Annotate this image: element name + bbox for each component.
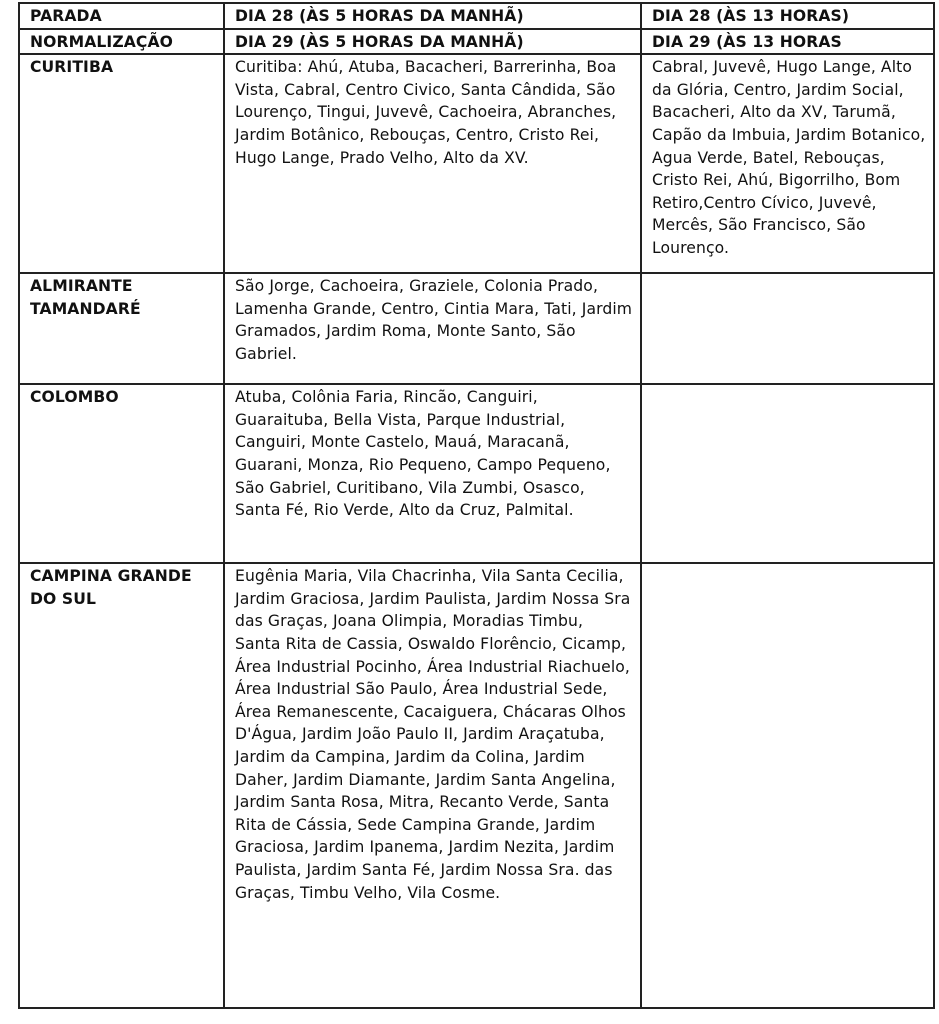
morning-neighborhoods: Eugênia Maria, Vila Chacrinha, Vila Santa Cecilia, Jardim Graciosa, Jardim Paulista, Jardim Nossa Sra das Graças, Joana Olimpia, Moradias Timbu, Santa Rita de Cassia, Oswaldo Florêncio, Cicamp, Área Industrial Pocinho, Área Industrial Riachuelo, Área Industrial São Paulo, Área Industrial Sede, Área Remanescente, Cacaiguera, Chácaras Olhos D'Água, Jardim João Paulo II, Jardim Araçatuba, Jardim da Campina, Jardim da Colina, Jardim Daher, Jardim Diamante, Jardim Santa Angelina, Jardim Santa Rosa, Mitra, Recanto Verde, Santa Rita de Cássia, Sede Campina Grande, Jardim Graciosa, Jardim Ipanema, Jardim Nezita, Jardim Paulista, Jardim Santa Fé, Jardim Nossa Sra. das Graças, Timbu Velho, Vila Cosme. bbox=[224, 563, 641, 1008]
outage-schedule-table bbox=[18, 2, 935, 1009]
city-label-text: CAMPINA GRANDE DO SUL bbox=[30, 567, 192, 608]
header-parada-morning: DIA 28 (ÀS 5 HORAS DA MANHÃ) bbox=[224, 3, 641, 29]
table-row bbox=[19, 273, 934, 384]
city-label bbox=[19, 563, 224, 1008]
afternoon-neighborhoods: Cabral, Juvevê, Hugo Lange, Alto da Glória, Centro, Jardim Social, Bacacheri, Alto da XV, Tarumã, Capão da Imbuia, Jardim Botanico, Agua Verde, Batel, Rebouças, Cristo Rei, Ahú, Bigorrilho, Bom Retiro,Centro Cívico, Juvevê, Mercês, São Francisco, São Lourenço. bbox=[641, 54, 934, 273]
afternoon-neighborhoods bbox=[641, 273, 934, 384]
city-label: CURITIBA bbox=[19, 54, 224, 273]
header-normalizacao: NORMALIZAÇÃO bbox=[19, 29, 224, 55]
afternoon-neighborhoods bbox=[641, 384, 934, 563]
city-label: COLOMBO bbox=[19, 384, 224, 563]
morning-neighborhoods: Atuba, Colônia Faria, Rincão, Canguiri, Guaraituba, Bella Vista, Parque Industrial, Canguiri, Monte Castelo, Mauá, Maracanã, Guarani, Monza, Rio Pequeno, Campo Pequeno, São Gabriel, Curitibano, Vila Zumbi, Osasco, Santa Fé, Rio Verde, Alto da Cruz, Palmital. bbox=[224, 384, 641, 563]
morning-neighborhoods: Curitiba: Ahú, Atuba, Bacacheri, Barrerinha, Boa Vista, Cabral, Centro Civico, Santa Cândida, São Lourenço, Tingui, Juvevê, Cachoeira, Abranches, Jardim Botânico, Rebouças, Centro, Cristo Rei, Hugo Lange, Prado Velho, Alto da XV. bbox=[224, 54, 641, 273]
header-normalizacao-morning: DIA 29 (ÀS 5 HORAS DA MANHÃ) bbox=[224, 29, 641, 55]
table-row bbox=[19, 384, 934, 563]
header-row-normalizacao bbox=[19, 29, 934, 55]
table-row bbox=[19, 563, 934, 1008]
header-row-parada bbox=[19, 3, 934, 29]
city-label bbox=[19, 273, 224, 384]
header-parada: PARADA bbox=[19, 3, 224, 29]
header-parada-afternoon: DIA 28 (ÀS 13 HORAS) bbox=[641, 3, 934, 29]
city-label-text: ALMIRANTE TAMANDARÉ bbox=[30, 277, 141, 318]
morning-neighborhoods: São Jorge, Cachoeira, Graziele, Colonia Prado, Lamenha Grande, Centro, Cintia Mara, Tati, Jardim Gramados, Jardim Roma, Monte Santo, São Gabriel. bbox=[224, 273, 641, 384]
header-normalizacao-afternoon: DIA 29 (ÀS 13 HORAS bbox=[641, 29, 934, 55]
table-row bbox=[19, 54, 934, 273]
afternoon-neighborhoods bbox=[641, 563, 934, 1008]
